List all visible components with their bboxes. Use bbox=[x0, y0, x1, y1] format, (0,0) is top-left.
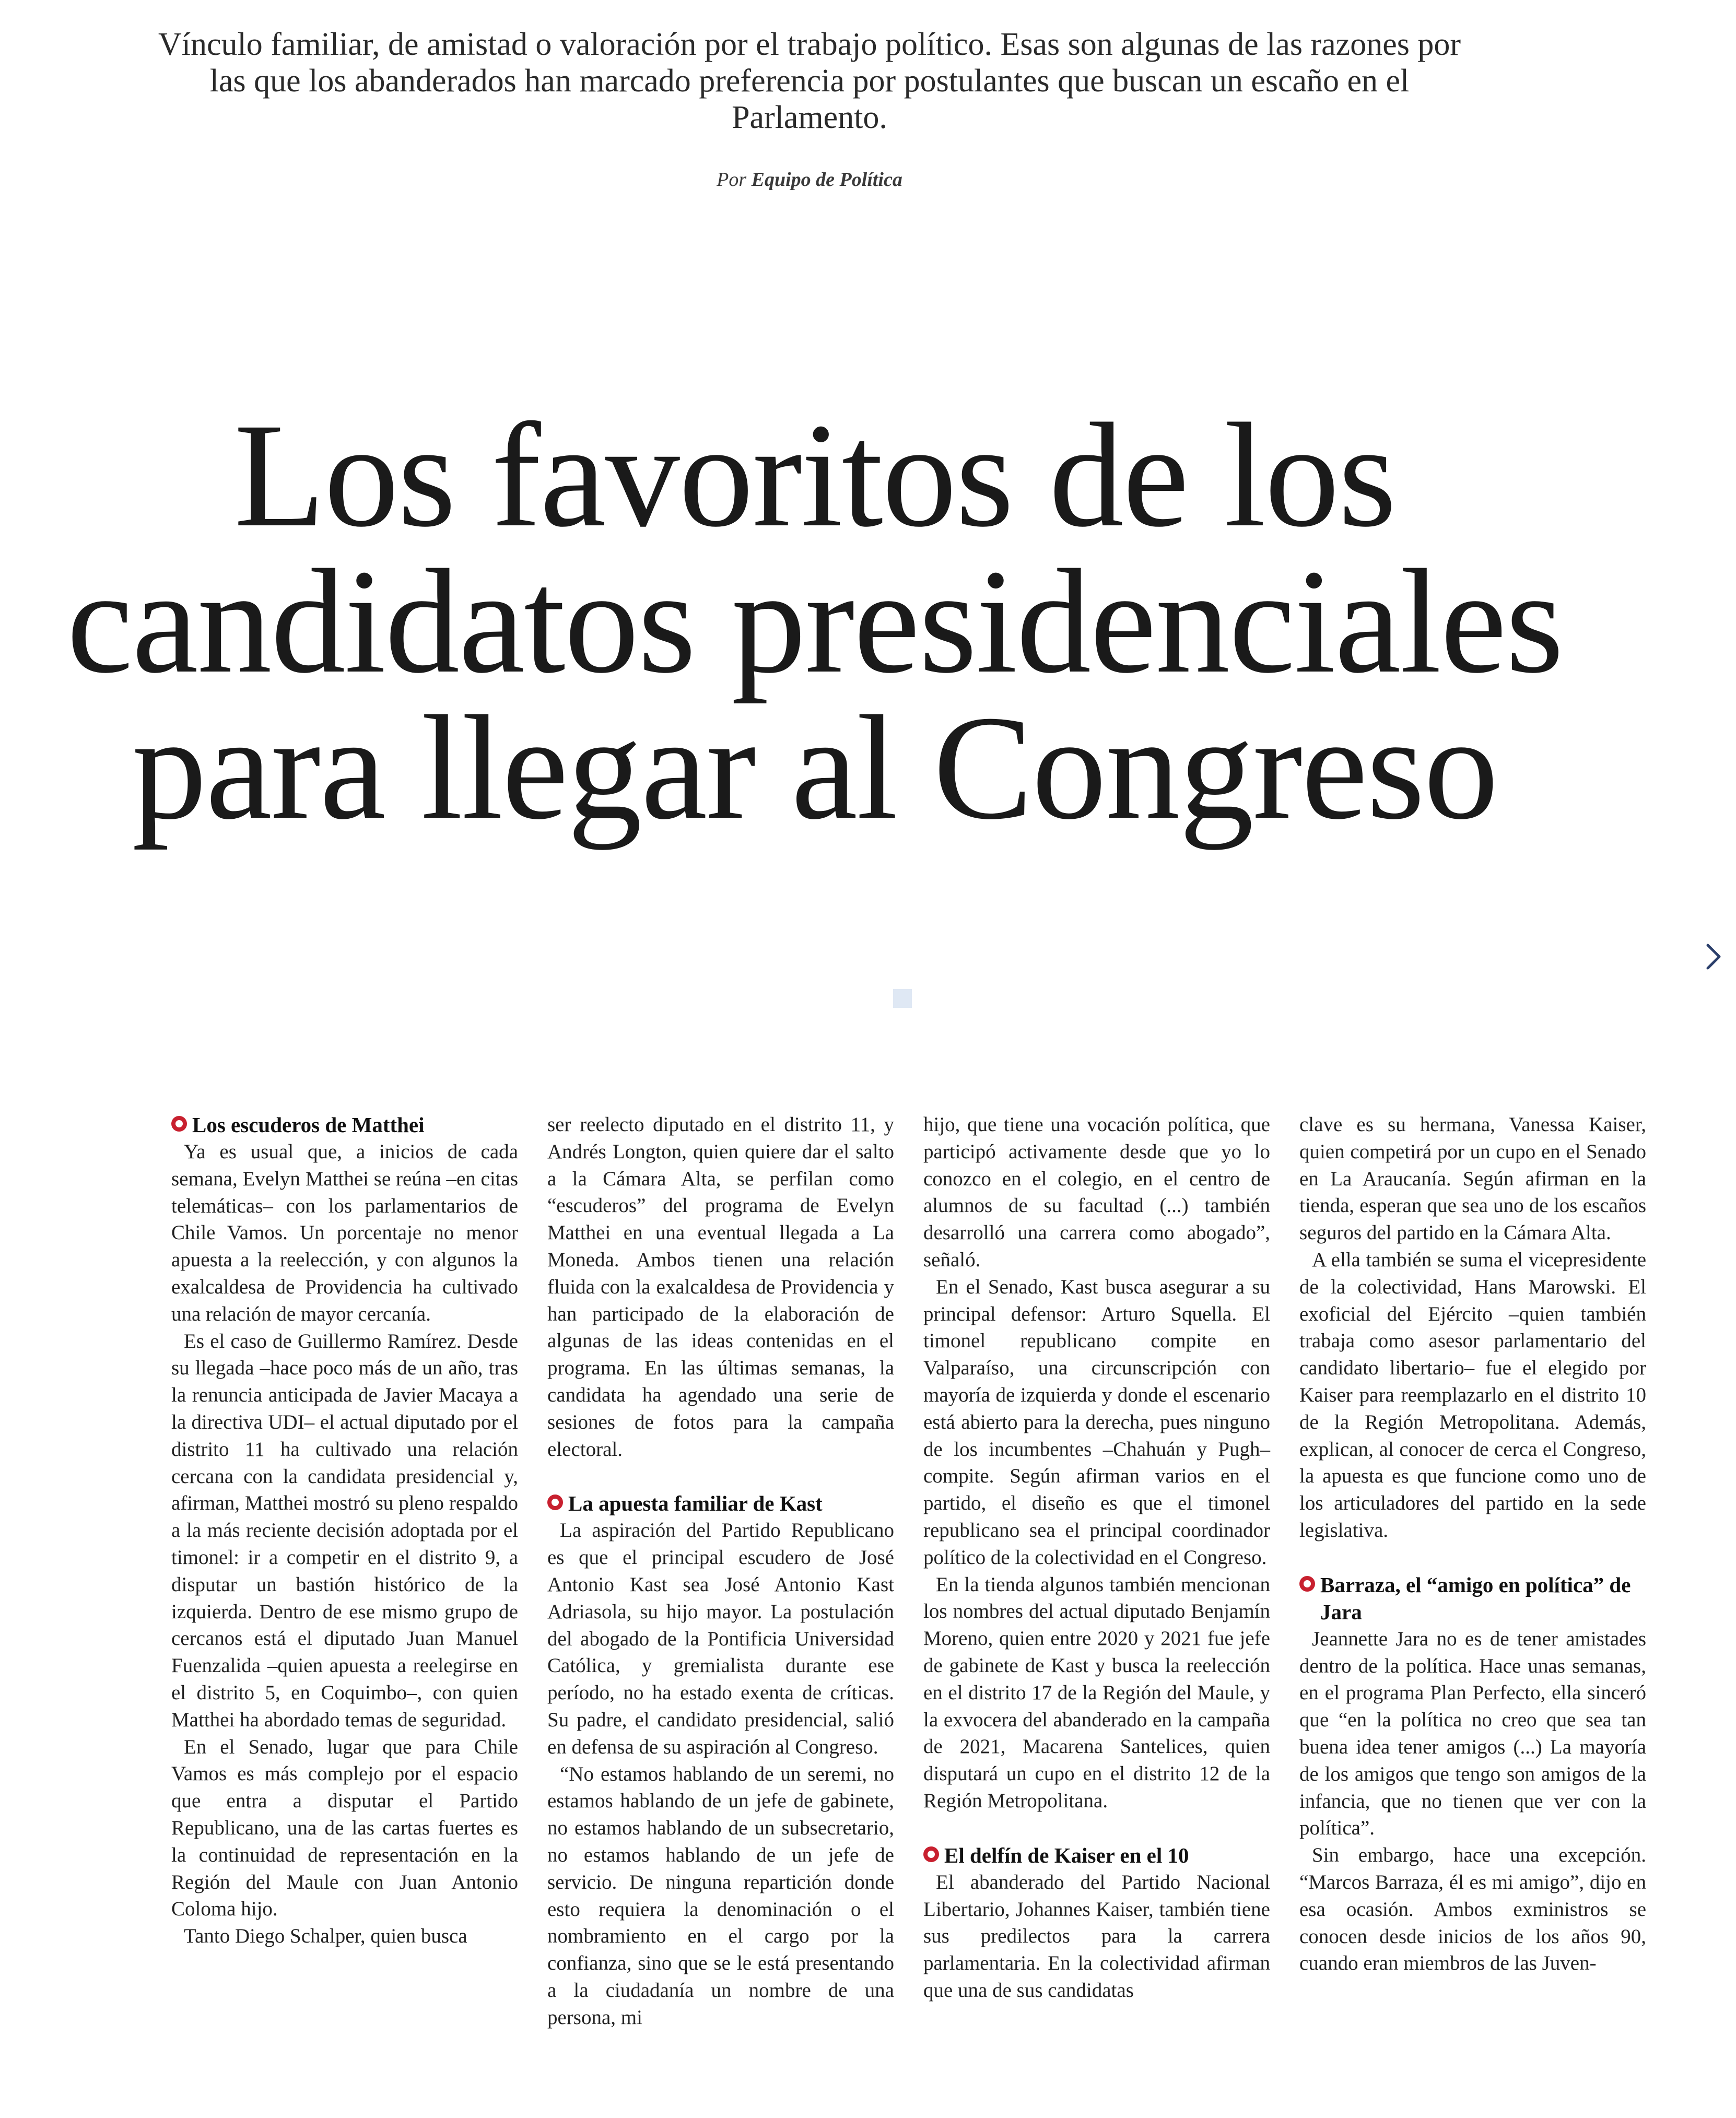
headline-line-1: Los favoritos de los bbox=[234, 392, 1395, 558]
subheading-text: Los escuderos de Matthei bbox=[192, 1113, 425, 1137]
byline-prefix: Por bbox=[717, 169, 747, 191]
byline-author: Equipo de Política bbox=[751, 169, 902, 191]
red-circle-bullet-icon bbox=[547, 1495, 563, 1510]
paragraph: Jeannette Jara no es de tener amistades dentro de la política. Hace unas semanas, en el programa Plan Perfecto, ella sinceró que “en la política no creo que sea tan buena idea tener amigos (...) La mayoría de los amigos que tengo son amigos de la infancia, que no tienen que ver con la política”. bbox=[1299, 1627, 1646, 1840]
paragraph: ser reelecto diputado en el distrito 11, y Andrés Longton, quien quiere dar el salto a la Cámara Alta, se perfilan como “escuderos” del programa de Evelyn Matthei en una eventual llegada a La Moneda. Ambos tienen una relación fluida con la exalcaldesa de Providencia y han participado de la elaboración de algunas de las ideas contenidas en el programa. En las últimas semanas, la candidata ha agendado una serie de sesiones de fotos para la campaña electoral. bbox=[547, 1113, 894, 1461]
paragraph: En el Senado, lugar que para Chile Vamos es más complejo por el espacio que entra a disputar el Partido Republicano, una de las cartas fuertes es la continuidad de representación en la Región del Maule con Juan Antonio Coloma hijo. bbox=[171, 1735, 518, 1921]
red-circle-bullet-icon bbox=[923, 1846, 939, 1862]
column-1 bbox=[171, 1111, 518, 2109]
paragraph: Sin embargo, hace una excepción. “Marcos Barraza, él es mi amigo”, dijo en esa ocasión. Ambos exministros se conocen desde inicios de los años 90, cuando eran miembros de las Juven- bbox=[1299, 1844, 1646, 1975]
red-circle-bullet-icon bbox=[171, 1116, 187, 1132]
article-body bbox=[171, 1111, 1644, 2109]
red-circle-bullet-icon bbox=[1299, 1576, 1315, 1592]
paragraph: “No estamos hablando de un seremi, no estamos hablando de un jefe de gabinete, no estamos hablando de un subsecretario, no estamos hablando de un jefe de servicio. De ninguna repartición donde esto requiera la denominación o el nombramiento en el cargo por la confianza, sino que se le está presentando a la ciudadanía un nombre de una persona, mi bbox=[547, 1762, 894, 2029]
subheading-delfin-kaiser bbox=[923, 1842, 1270, 1869]
headline-line-2: candidatos presidenciales bbox=[66, 538, 1563, 704]
subheading-apuesta-familiar-kast bbox=[547, 1490, 894, 1517]
subheading-barraza-amigo bbox=[1299, 1571, 1646, 1626]
paragraph: En la tienda algunos también mencionan los nombres del actual diputado Benjamín Moreno, quien entre 2020 y 2021 fue jefe de gabinete de Kast y busca la reelección en el distrito 17 de la Región del Maule, y la exvocera del abanderado en la campaña de 2021, Macarena Santelices, quien disputará un cupo en el distrito 12 de la Región Metropolitana. bbox=[923, 1573, 1270, 1812]
paragraph: A ella también se suma el vicepresidente de la colectividad, Hans Marowski. El exoficial del Ejército –quien también trabaja como asesor parlamentario del candidato libertario– fue el elegido por Kaiser para reemplazarlo en el distrito 10 de la Región Metropolitana. Además, explican, al conocer de cerca el Congreso, la apuesta es que funcione como uno de los articuladores del partido en la sede legislativa. bbox=[1299, 1248, 1646, 1542]
paragraph: Es el caso de Guillermo Ramírez. Desde su llegada –hace poco más de un año, tras la renuncia anticipada de Javier Macaya a la directiva UDI– el actual diputado por el distrito 11 ha cultivado una relación cercana con la candidata presidencial y, afirman, Matthei mostró su pleno respaldo a la más reciente decisión adoptada por el timonel: ir a competir en el distrito 9, a disputar un bastión histórico de la izquierda. Dentro de ese mismo grupo de cercanos está el diputado Juan Manuel Fuenzalida –quien apuesta a reelegirse en el distrito 5, en Coquimbo–, con quien Matthei ha abordado temas de seguridad. bbox=[171, 1329, 518, 1731]
paragraph: Tanto Diego Schalper, quien busca bbox=[184, 1925, 467, 1948]
column-2 bbox=[547, 1111, 894, 2109]
column-4 bbox=[1299, 1111, 1646, 2109]
paragraph: Ya es usual que, a inicios de cada semana, Evelyn Matthei se reúna –en citas telemáticas– con los parlamentarios de Chile Vamos. Un porcentaje no menor apuesta a la reelección, y con algunos la exalcaldesa de Providencia ha cultivado una relación de mayor cercanía. bbox=[171, 1140, 518, 1325]
page-marker bbox=[893, 989, 912, 1008]
subheading-text: El delfín de Kaiser en el 10 bbox=[944, 1843, 1189, 1867]
paragraph: En el Senado, Kast busca asegurar a su principal defensor: Arturo Squella. El timonel republicano compite en Valparaíso, una circunscripción con mayoría de izquierda y donde el escenario está abierto para la derecha, pues ninguno de los incumbentes –Chahuán y Pugh– compite. Según afirman varios en el partido, el diseño es que el timonel republicano sea el principal coordinador político de la colectividad en el Congreso. bbox=[923, 1275, 1270, 1569]
byline bbox=[522, 168, 1097, 191]
chevron-right-icon[interactable] bbox=[1703, 941, 1723, 972]
subheading-escuderos-matthei bbox=[171, 1111, 518, 1138]
column-3 bbox=[923, 1111, 1270, 2109]
paragraph: clave es su hermana, Vanessa Kaiser, quien competirá por un cupo en el Senado en La Araucanía. Según afirman en la tienda, esperan que sea uno de los escaños seguros del partido en la Cámara Alta. bbox=[1299, 1113, 1646, 1244]
paragraph: La aspiración del Partido Republicano es que el principal escudero de José Antonio Kast sea José Antonio Kast Adriasola, su hijo mayor. La postulación del abogado de la Pontificia Universidad Católica, y gremialista durante ese período, no ha estado exenta de críticas. Su padre, el candidato presidencial, salió en defensa de su aspiración al Congreso. bbox=[547, 1519, 894, 1758]
paragraph: hijo, que tiene una vocación política, que participó activamente desde que yo lo conozco en el colegio, en el centro de alumnos de su facultad (...) también desarrolló una carrera como abogado”, señaló. bbox=[923, 1113, 1270, 1271]
headline-line-3: para llegar al Congreso bbox=[132, 685, 1498, 850]
article-deck: Vínculo familiar, de amistad o valoración por el trabajo político. Esas son algunas de las razones por las que los abanderados han marcado preferencia por postulantes que buscan un escaño en el Parlamento. bbox=[158, 27, 1461, 135]
subheading-text: La apuesta familiar de Kast bbox=[568, 1491, 823, 1516]
subheading-text: Barraza, el “amigo en política” de Jara bbox=[1320, 1572, 1631, 1624]
paragraph: El abanderado del Partido Nacional Libertario, Johannes Kaiser, también tiene sus predilectos para la carrera parlamentaria. En la colectividad afirman que una de sus candidatas bbox=[923, 1870, 1270, 2002]
article-headline bbox=[31, 392, 1598, 850]
